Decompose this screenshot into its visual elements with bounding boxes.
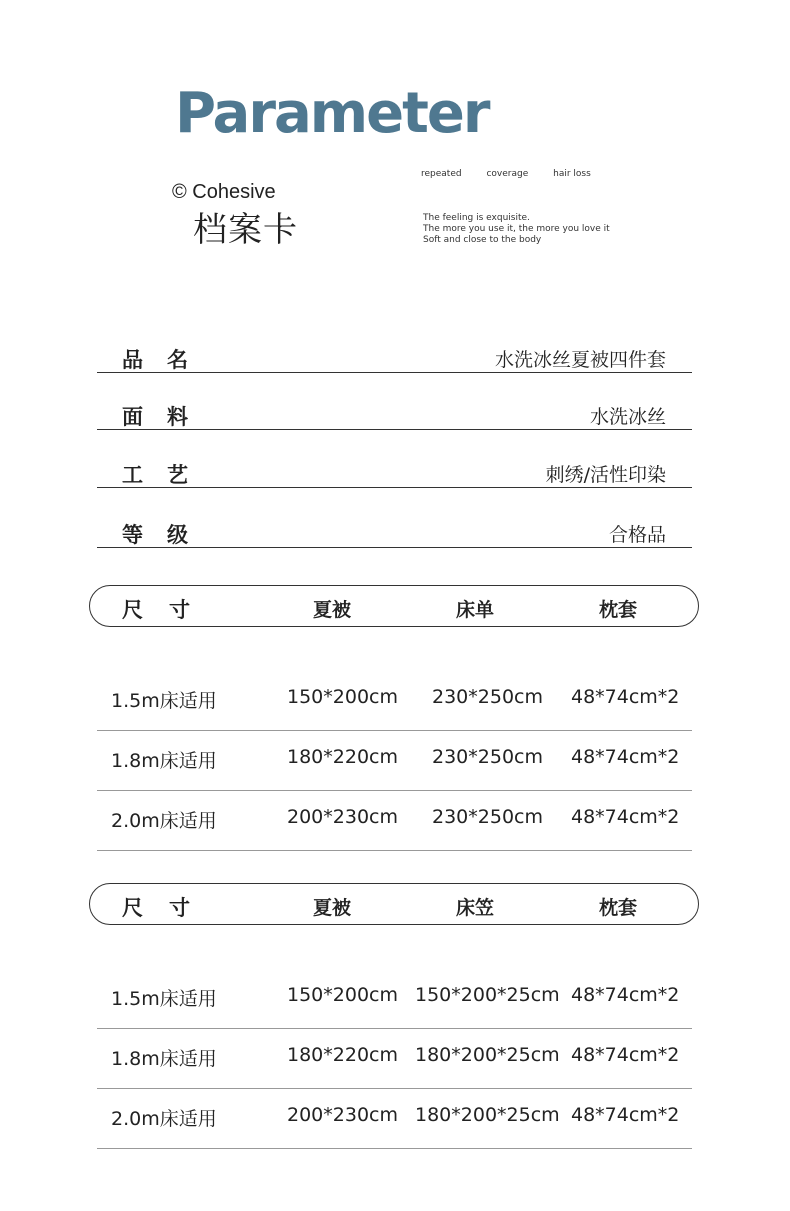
table-cell: 150*200*25cm <box>415 984 560 1006</box>
table-cell: 48*74cm*2 <box>571 1044 680 1066</box>
tag-coverage: coverage <box>486 169 529 179</box>
archive-card-title: 档案卡 <box>193 210 298 250</box>
table-cell: 1.5m床适用 <box>111 988 217 1010</box>
header-quilt: 夏被 <box>313 599 352 621</box>
table-cell: 200*230cm <box>287 806 398 828</box>
header-pillowcase: 枕套 <box>599 599 638 621</box>
size-table-1-header <box>89 585 699 627</box>
param-value: 水洗冰丝 <box>589 406 666 428</box>
table-cell: 48*74cm*2 <box>571 1104 680 1126</box>
tagline-line: Soft and close to the body <box>423 235 542 245</box>
table-row <box>97 1028 692 1089</box>
param-label: 品名 <box>122 348 212 372</box>
param-value: 刺绣/活性印染 <box>545 464 666 486</box>
table-cell: 1.5m床适用 <box>111 690 217 712</box>
table-cell: 48*74cm*2 <box>571 806 680 828</box>
page-title: Parameter <box>175 81 489 146</box>
param-row-name <box>97 340 692 373</box>
tagline-line: The feeling is exquisite. <box>423 213 530 223</box>
tag-hair-loss: hair loss <box>553 169 591 179</box>
size-table-2-header <box>89 883 699 925</box>
table-cell: 48*74cm*2 <box>571 686 680 708</box>
table-cell: 2.0m床适用 <box>111 810 217 832</box>
brand-name: © Cohesive <box>172 181 276 203</box>
table-cell: 180*220cm <box>287 1044 398 1066</box>
header-quilt: 夏被 <box>313 897 352 919</box>
table-cell: 230*250cm <box>432 806 543 828</box>
param-value: 水洗冰丝夏被四件套 <box>494 349 666 371</box>
param-row-fabric <box>97 397 692 430</box>
table-cell: 1.8m床适用 <box>111 750 217 772</box>
tagline <box>423 213 610 246</box>
header-fitted-sheet: 床笠 <box>456 897 495 919</box>
table-cell: 180*200*25cm <box>415 1104 560 1126</box>
table-cell: 2.0m床适用 <box>111 1108 217 1130</box>
param-value: 合格品 <box>608 524 666 546</box>
param-label: 工艺 <box>122 463 212 487</box>
table-row <box>97 790 692 851</box>
header-size: 尺寸 <box>122 896 216 920</box>
table-row <box>97 730 692 791</box>
table-row <box>97 670 692 731</box>
table-cell: 200*230cm <box>287 1104 398 1126</box>
table-cell: 1.8m床适用 <box>111 1048 217 1070</box>
table-cell: 48*74cm*2 <box>571 746 680 768</box>
feature-tags <box>421 169 613 179</box>
tagline-line: The more you use it, the more you love it <box>423 224 610 234</box>
header-sheet: 床单 <box>456 599 495 621</box>
table-row <box>97 968 692 1029</box>
table-cell: 180*200*25cm <box>415 1044 560 1066</box>
table-cell: 230*250cm <box>432 686 543 708</box>
param-label: 等级 <box>122 523 212 547</box>
param-label: 面料 <box>122 405 212 429</box>
table-row <box>97 1088 692 1149</box>
param-row-craft <box>97 455 692 488</box>
header-pillowcase: 枕套 <box>599 897 638 919</box>
table-cell: 150*200cm <box>287 984 398 1006</box>
table-cell: 230*250cm <box>432 746 543 768</box>
header-size: 尺寸 <box>122 598 216 622</box>
table-cell: 180*220cm <box>287 746 398 768</box>
table-cell: 150*200cm <box>287 686 398 708</box>
table-cell: 48*74cm*2 <box>571 984 680 1006</box>
tag-repeated: repeated <box>421 169 462 179</box>
param-row-grade <box>97 515 692 548</box>
